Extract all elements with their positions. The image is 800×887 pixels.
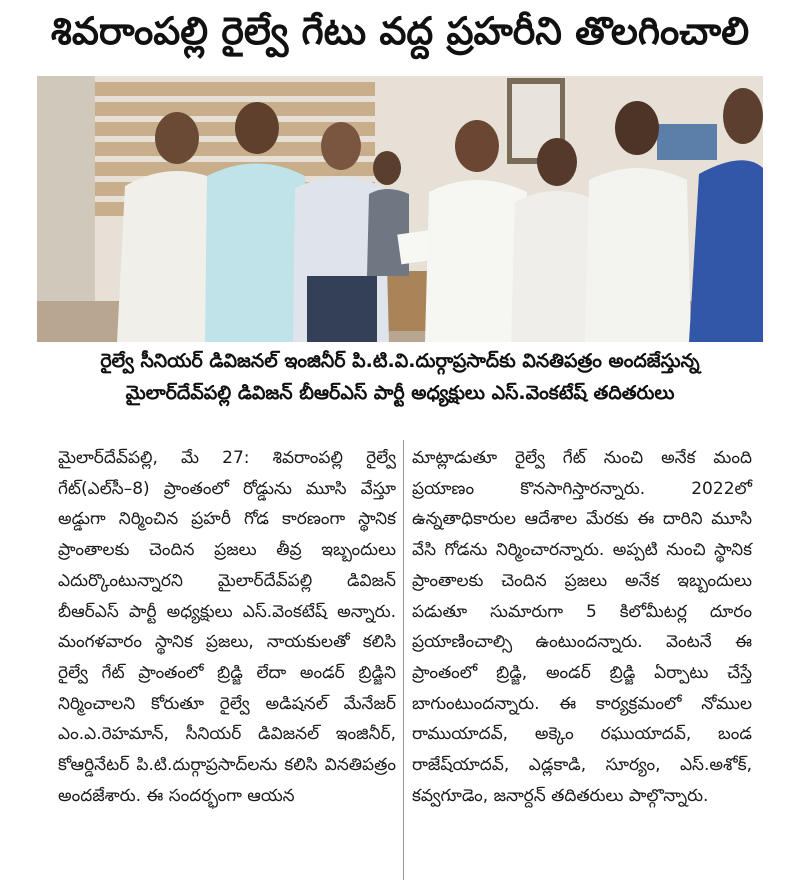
caption-line-1: రైల్వే సీనియర్ డివిజనల్ ఇంజినీర్ పి.టి.వి.దుర్గాప్రసాద్‌కు వినతిపత్రం అందజేస్తున్న	[100, 350, 700, 372]
article-column-right	[412, 443, 752, 883]
article-text-right: మాట్లాడుతూ రైల్వే గేట్ నుంచి అనేక మంది ప్రయాణం కొనసాగిస్తారన్నారు. 2022లో ఉన్నతాధికారుల ఆదేశాల మేరకు ఈ దారిని మూసి వేసి గోడను నిర్మించారన్నారు. అప్పటి నుంచి స్థానిక ప్రాంతాలకు చెందిన ప్రజలు అనేక ఇబ్బందులు పడుతూ సుమారుగా 5 కిలోమీటర్ల దూరం ప్రయాణించాల్సి ఉంటుందన్నారు. వెంటనే ఈ ప్రాంతంలో బ్రిడ్జి, అండర్ బ్రిడ్జి ఏర్పాటు చేస్తే బాగుంటుందన్నారు. ఈ కార్యక్రమంలో నోముల రాముయాదవ్, అక్కెం రఘుయాదవ్, బండ రాజేష్‌యాదవ్, ఎడ్లకాడి, సూర్యం, ఎస్.అశోక్, కవ్వగూడెం, జనార్దన్ తదితరులు పాల్గొన్నారు.	[412, 448, 752, 806]
photo-caption	[40, 345, 760, 409]
column-divider	[403, 440, 404, 880]
news-photo	[37, 76, 763, 342]
article-column-left	[58, 443, 396, 883]
photo-illustration	[37, 76, 763, 342]
caption-line-2: మైలార్‌దేవ్‌పల్లి డివిజన్ బీఆర్ఎస్ పార్టీ అధ్యక్షులు ఎస్.వెంకటేష్ తదితరులు	[125, 382, 675, 404]
article-text-left: మైలార్‌దేవ్‌పల్లి, మే 27: శివరాంపల్లి రైల్వే గేట్(ఎల్‌సీ–8) ప్రాంతంలో రోడ్డును మూసి వేస్తూ అడ్డుగా నిర్మించిన ప్రహరీ గోడ కారణంగా స్థానిక ప్రాంతాలకు చెందిన ప్రజలు తీవ్ర ఇబ్బందులు ఎదుర్కొంటున్నారని మైలార్‌దేవ్‌పల్లి డివిజన్ బీఆర్ఎస్ పార్టీ అధ్యక్షులు ఎస్.వెంకటేష్ అన్నారు. మంగళవారం స్థానిక ప్రజలు, నాయకులతో కలిసి రైల్వే గేట్ ప్రాంతంలో బ్రిడ్జి లేదా అండర్ బ్రిడ్జిని నిర్మించాలని కోరుతూ రైల్వే అడిషనల్ మేనేజర్ ఎం.ఎ.రెహమాన్, సీనియర్ డివిజనల్ ఇంజినీర్, కోఆర్డినేటర్ పి.టి.దుర్గాప్రసాద్‌లను కలిసి వినతిపత్రం అందజేశారు. ఈ సందర్భంగా ఆయన	[58, 448, 396, 806]
headline: శివరాంపల్లి రైల్వే గేటు వద్ద ప్రహరీని తొలగించాలి	[50, 9, 750, 53]
